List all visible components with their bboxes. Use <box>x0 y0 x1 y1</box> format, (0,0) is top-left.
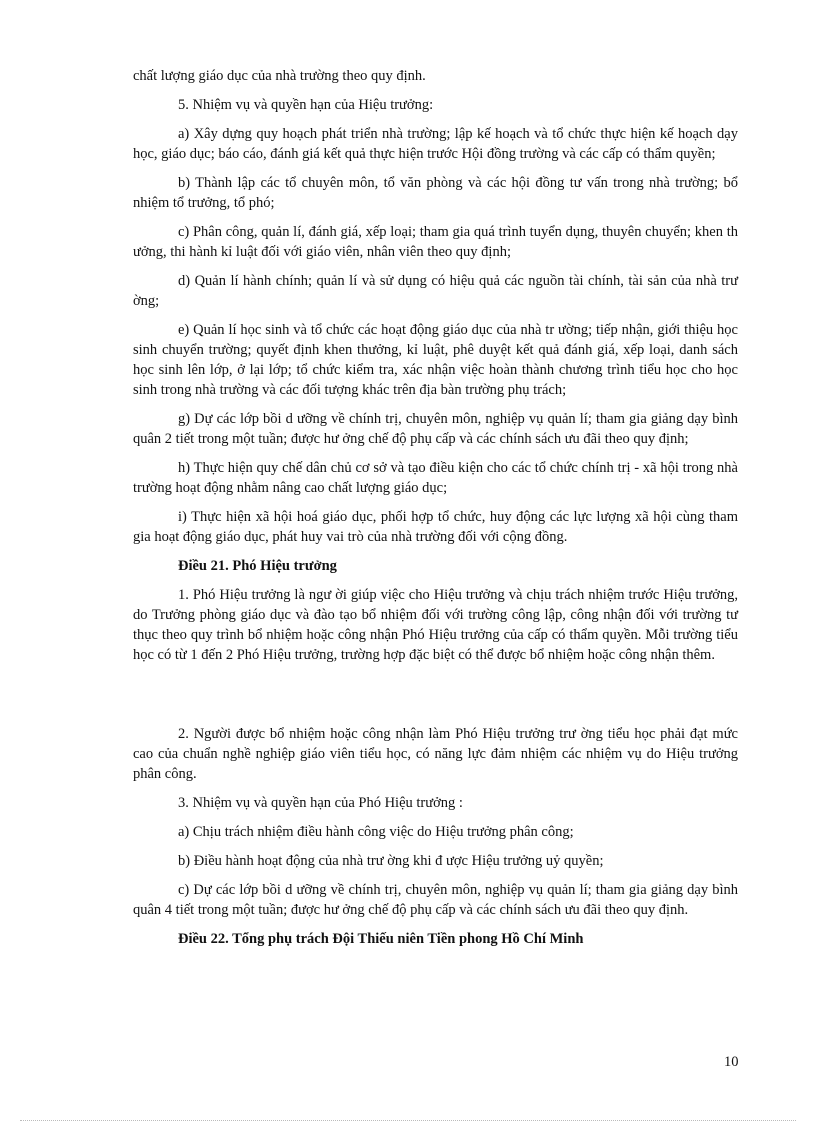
paragraph: 1. Phó Hiệu trưởng là ngư ời giúp việc cho Hiệu trưởng và chịu trách nhiệm trước Hiệu trưởng, do Trưởng phòng giáo dục và đào tạo bổ nhiệm đối với trường công lập, công nhận đối với trường tư thục theo quy trình bổ nhiệm hoặc công nhận Phó Hiệu trưởng của cấp có thẩm quyền. Mỗi trường tiểu học có từ 1 đến 2 Phó Hiệu trưởng, trường hợp đặc biệt có thể được bổ nhiệm hoặc công nhận thêm. <box>133 587 738 663</box>
paragraph: 5. Nhiệm vụ và quyền hạn của Hiệu trưởng: <box>178 97 434 113</box>
paragraph: d) Quản lí hành chính; quản lí và sử dụng có hiệu quả các nguồn tài chính, tài sản của nhà trư ờng; <box>133 273 738 309</box>
paragraph: 2. Người được bổ nhiệm hoặc công nhận làm Phó Hiệu trưởng trư ờng tiểu học phải đạt mức cao của chuẩn nghề nghiệp giáo viên tiểu học, có năng lực đảm nhiệm các nhiệm vụ do Hiệu trưởng phân công. <box>133 726 738 782</box>
paragraph: c) Phân công, quản lí, đánh giá, xếp loại; tham gia quá trình tuyển dụng, thuyên chuyển; khen th ưởng, thi hành kỉ luật đối với giáo viên, nhân viên theo quy định; <box>133 224 738 260</box>
section-heading: Điều 21. Phó Hiệu trưởng <box>178 558 337 574</box>
section-heading: Điều 22. Tổng phụ trách Đội Thiếu niên Tiền phong Hồ Chí Minh <box>178 931 584 947</box>
paragraph: 3. Nhiệm vụ và quyền hạn của Phó Hiệu trưởng : <box>178 795 463 811</box>
document-body <box>133 66 738 949</box>
paragraph: a) Chịu trách nhiệm điều hành công việc do Hiệu trưởng phân công; <box>178 824 574 840</box>
paragraph: i) Thực hiện xã hội hoá giáo dục, phối hợp tổ chức, huy động các lực lượng xã hội cùng tham gia hoạt động giáo dục, phát huy vai trò của nhà trường đối với cộng đồng. <box>133 509 738 545</box>
paragraph: h) Thực hiện quy chế dân chủ cơ sở và tạo điều kiện cho các tổ chức chính trị - xã hội trong nhà trường hoạt động nhằm nâng cao chất lượng giáo dục; <box>133 460 738 496</box>
page-number: 10 <box>724 1054 739 1070</box>
paragraph: a) Xây dựng quy hoạch phát triển nhà trường; lập kế hoạch và tổ chức thực hiện kế hoạch dạy học, giáo dục; báo cáo, đánh giá kết quả thực hiện trước Hội đồng trường và các cấp có thẩm quyền; <box>133 126 738 162</box>
paragraph: g) Dự các lớp bồi d ưỡng về chính trị, chuyên môn, nghiệp vụ quản lí; tham gia giảng dạy bình quân 2 tiết trong một tuần; được hư ởng chế độ phụ cấp và các chính sách ưu đãi theo quy định; <box>133 411 738 447</box>
paragraph: b) Điều hành hoạt động của nhà trư ờng khi đ ược Hiệu trưởng uỷ quyền; <box>178 853 604 869</box>
paragraph: e) Quản lí học sinh và tổ chức các hoạt động giáo dục của nhà tr ường; tiếp nhận, giới thiệu học sinh chuyển trường; quyết định khen thưởng, kỉ luật, phê duyệt kết quả đánh giá, xếp loại, danh sách học sinh lên lớp, ở lại lớp; tổ chức kiểm tra, xác nhận việc hoàn thành chương trình tiểu học cho học sinh trong nhà trường và các đối tượng khác trên địa bàn trường phụ trách; <box>133 322 738 398</box>
paragraph: c) Dự các lớp bồi d ưỡng về chính trị, chuyên môn, nghiệp vụ quản lí; tham gia giảng dạy bình quân 4 tiết trong một tuần; được hư ởng chế độ phụ cấp và các chính sách ưu đãi theo quy định. <box>133 882 738 918</box>
page-bottom-divider <box>20 1120 796 1121</box>
paragraph: b) Thành lập các tổ chuyên môn, tổ văn phòng và các hội đồng tư vấn trong nhà trường; bổ nhiệm tổ trưởng, tổ phó; <box>133 175 738 211</box>
paragraph: chất lượng giáo dục của nhà trường theo quy định. <box>133 68 426 84</box>
